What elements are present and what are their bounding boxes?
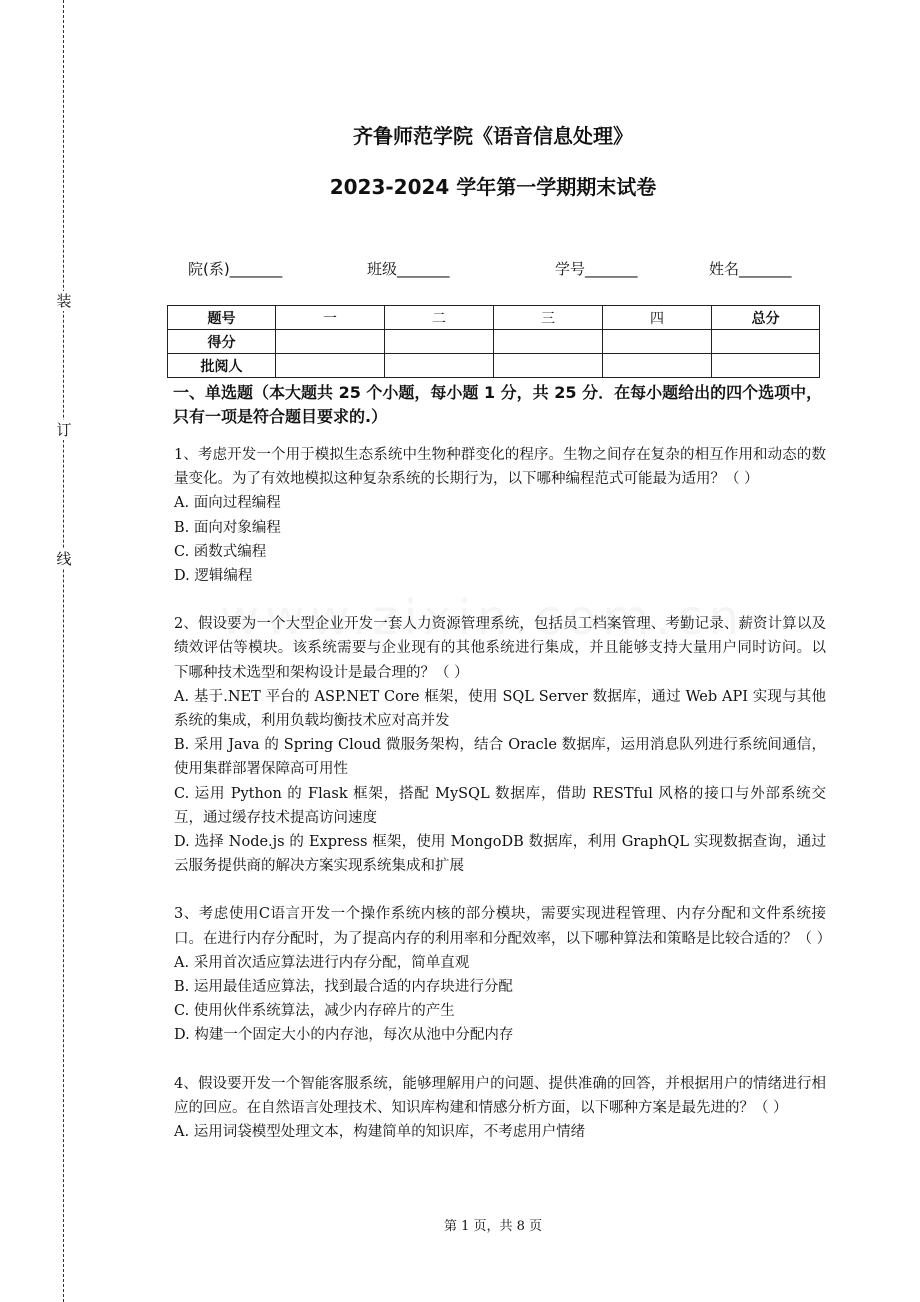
question-option[interactable]: C. 运用 Python 的 Flask 框架，搭配 MySQL 数据库，借助 RESTful 风格的接口与外部系统交互，通过缓存技术提高访问速度 <box>174 785 826 826</box>
score-table-header-cell: 三 <box>494 306 603 330</box>
score-cell[interactable] <box>494 330 603 354</box>
question-option[interactable]: B. 面向对象编程 <box>174 519 281 536</box>
question-option[interactable]: B. 采用 Java 的 Spring Cloud 微服务架构，结合 Oracle 数据库，运用消息队列进行系统间通信，使用集群部署保障高可用性 <box>174 737 826 778</box>
score-cell[interactable] <box>385 354 494 378</box>
score-cell[interactable] <box>712 354 820 378</box>
score-table-row <box>168 330 820 354</box>
question-stem: 1、考虑开发一个用于模拟生态系统中生物种群变化的程序。生物之间存在复杂的相互作用和动态的数量变化。为了有效地模拟这种复杂系统的长期行为，以下哪种编程范式可能最为适用？（ ） <box>174 447 826 488</box>
score-cell[interactable] <box>603 330 712 354</box>
score-table-header-cell: 四 <box>603 306 712 330</box>
score-cell[interactable] <box>276 354 385 378</box>
score-cell[interactable] <box>603 354 712 378</box>
score-table-header-cell: 一 <box>276 306 385 330</box>
question-stem: 2、假设要为一个大型企业开发一套人力资源管理系统，包括员工档案管理、考勤记录、薪资计算以及绩效评估等模块。该系统需要与企业现有的其他系统进行集成，并且能够支持大量用户同时访问。以下哪种技术选型和架构设计是最合理的？（ ） <box>174 616 826 681</box>
question-option[interactable]: A. 采用首次适应算法进行内存分配，简单直观 <box>174 954 470 971</box>
binding-char-zhuang: 装 <box>54 291 74 311</box>
question-option[interactable]: A. 基于.NET 平台的 ASP.NET Core 框架，使用 SQL Server 数据库，通过 Web API 实现与其他系统的集成，利用负载均衡技术应对高并发 <box>174 688 826 730</box>
name-field[interactable]: 姓名_______ <box>709 260 792 278</box>
question-item <box>174 443 826 588</box>
score-row-label: 得分 <box>168 330 276 354</box>
student-info-row <box>0 258 920 282</box>
score-cell[interactable] <box>385 330 494 354</box>
question-item <box>174 612 826 878</box>
exam-content <box>173 381 832 1144</box>
score-table-header-cell: 题号 <box>168 306 276 330</box>
score-cell[interactable] <box>276 330 385 354</box>
question-stem: 4、假设要开发一个智能客服系统，能够理解用户的问题、提供准确的回答，并根据用户的情绪进行相应的回应。在自然语言处理技术、知识库构建和情感分析方面，以下哪种方案是最先进的？（ ） <box>174 1075 826 1116</box>
department-field[interactable]: 院(系)_______ <box>188 260 283 278</box>
question-option[interactable]: C. 使用伙伴系统算法，减少内存碎片的产生 <box>174 1003 455 1020</box>
score-cell[interactable] <box>494 354 603 378</box>
question-option[interactable]: D. 选择 Node.js 的 Express 框架，使用 MongoDB 数据库，利用 GraphQL 实现数据查询，通过云服务提供商的解决方案实现系统集成和扩展 <box>174 834 826 875</box>
score-table-header-cell: 总分 <box>712 306 820 330</box>
score-table-header-cell: 二 <box>385 306 494 330</box>
score-table <box>167 305 820 378</box>
page-number: 第 1 页，共 8 页 <box>443 1219 543 1234</box>
question-option[interactable]: A. 面向过程编程 <box>174 495 281 512</box>
score-row-label: 批阅人 <box>168 354 276 378</box>
question-stem: 3、考虑使用C语言开发一个操作系统内核的部分模块，需要实现进程管理、内存分配和文件系统接口。在进行内存分配时，为了提高内存的利用率和分配效率，以下哪种算法和策略是比较合适的？（ ） <box>174 906 832 947</box>
question-option[interactable]: D. 逻辑编程 <box>174 568 253 585</box>
question-option[interactable]: C. 函数式编程 <box>174 543 267 560</box>
score-cell[interactable] <box>712 330 820 354</box>
binding-char-ding: 订 <box>54 420 74 440</box>
exam-title: 齐鲁师范学院《语音信息处理》 <box>353 124 633 148</box>
class-field[interactable]: 班级_______ <box>367 260 450 278</box>
score-table-row <box>168 354 820 378</box>
question-option[interactable]: A. 运用词袋模型处理文本，构建简单的知识库，不考虑用户情绪 <box>174 1124 586 1141</box>
exam-subtitle: 2023-2024 学年第一学期期末试卷 <box>329 175 657 199</box>
score-table-header-row <box>168 306 820 330</box>
question-option[interactable]: D. 构建一个固定大小的内存池，每次从池中分配内存 <box>174 1027 514 1044</box>
question-item <box>174 1072 826 1145</box>
section-heading: 一、单选题（本大题共 25 个小题，每小题 1 分，共 25 分．在每小题给出的四个选项中，只有一项是符合题目要求的.） <box>173 383 823 426</box>
student-id-field[interactable]: 学号_______ <box>555 260 638 278</box>
question-option[interactable]: B. 运用最佳适应算法，找到最合适的内存块进行分配 <box>174 979 513 996</box>
question-item <box>174 902 832 1047</box>
binding-char-xian: 线 <box>54 549 74 569</box>
